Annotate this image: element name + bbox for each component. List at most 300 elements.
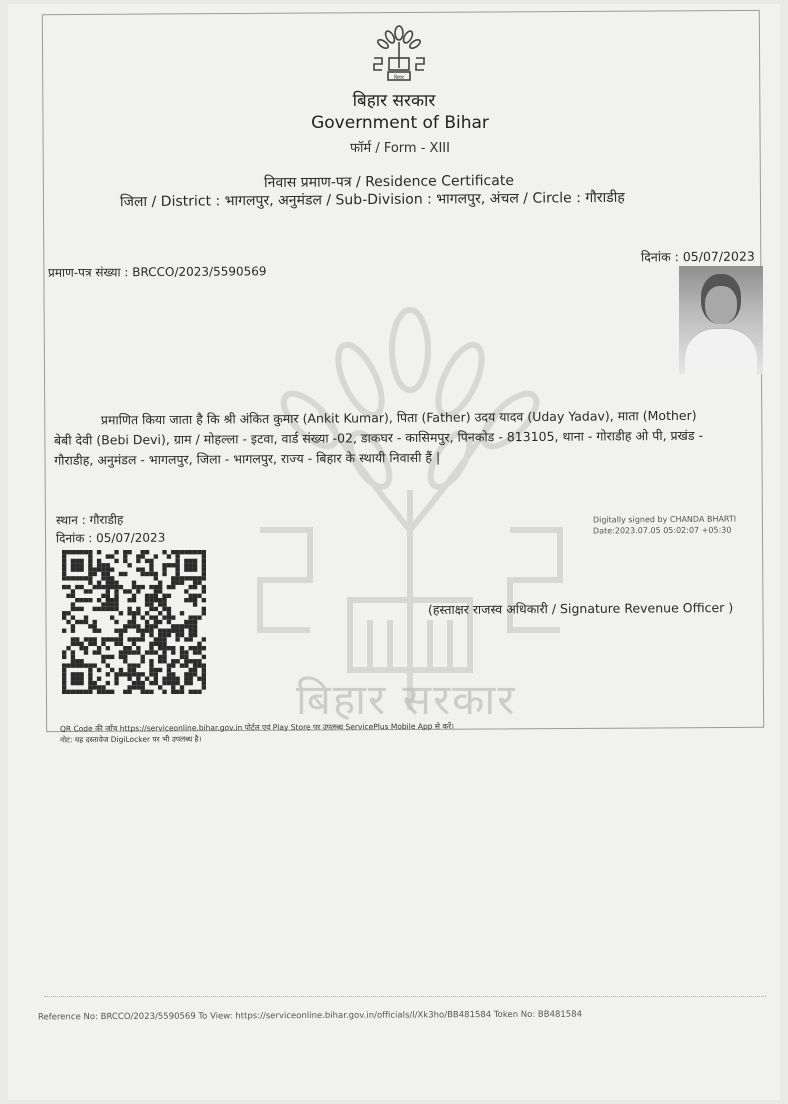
footer-divider [44,996,766,997]
qr-module [154,642,158,646]
qr-module [184,589,188,593]
qr-module [162,659,166,663]
qr-module [162,594,166,598]
qr-module [62,550,66,554]
qr-module [184,576,188,580]
qr-module [180,581,184,585]
body-line-3: गौराडीह, अनुमंडल - भागलपुर, जिला - भागलपुर, राज्य - बिहार के स्थायी निवासी हैं | [54,449,441,468]
qr-module [75,585,79,589]
qr-module [154,615,158,619]
qr-module [197,642,201,646]
qr-module [62,576,66,580]
qr-module [180,655,184,659]
qr-module [93,629,97,633]
qr-module [106,690,110,694]
qr-module [101,637,105,641]
qr-module [149,672,153,676]
qr-module [75,620,79,624]
qr-module [171,650,175,654]
qr-module [202,585,206,589]
qr-module [66,611,70,615]
qr-module [119,633,123,637]
qr-module [180,690,184,694]
qr-module [171,624,175,628]
qr-module [75,607,79,611]
qr-module [189,576,193,580]
qr-module [106,567,110,571]
qr-module [127,637,131,641]
qr-module [145,611,149,615]
qr-module [193,576,197,580]
qr-module [184,567,188,571]
qr-module [101,563,105,567]
qr-module [106,663,110,667]
qr-module [62,681,66,685]
qr-module [141,585,145,589]
qr-module [193,672,197,676]
qr-module [171,677,175,681]
qr-module [189,633,193,637]
qr-module [114,598,118,602]
qr-module [175,677,179,681]
qr-module [171,629,175,633]
qr-module [62,615,66,619]
qr-module [101,594,105,598]
qr-module [136,559,140,563]
qr-module [149,681,153,685]
qr-module [175,567,179,571]
qr-module [197,615,201,619]
qr-module [180,633,184,637]
qr-module [193,585,197,589]
qr-module [88,567,92,571]
qr-module [114,620,118,624]
qr-module [202,550,206,554]
qr-module [175,559,179,563]
qr-module [184,659,188,663]
qr-module [141,685,145,689]
qr-module [132,642,136,646]
qr-module [62,567,66,571]
qr-module [79,550,83,554]
qr-module [101,602,105,606]
qr-module [167,554,171,558]
qr-module [184,677,188,681]
qr-module [136,681,140,685]
qr-module [197,581,201,585]
qr-module [154,624,158,628]
qr-module [88,690,92,694]
qr-module [180,629,184,633]
qr-module [127,624,131,628]
qr-module [66,550,70,554]
certificate-title: निवास प्रमाण-पत्र / Residence Certificate [263,172,514,192]
qr-module [71,563,75,567]
qr-module [123,589,127,593]
qr-module [158,629,162,633]
qr-module [84,615,88,619]
qr-module [167,607,171,611]
qr-module [88,589,92,593]
qr-module [158,668,162,672]
qr-module [84,589,88,593]
qr-module [180,663,184,667]
qr-module [71,681,75,685]
qr-module [127,672,131,676]
qr-module [79,646,83,650]
qr-module [175,576,179,580]
qr-module [62,685,66,689]
qr-module [88,550,92,554]
qr-module [145,559,149,563]
reference-footer: Reference No: BRCCO/2023/5590569 To View: https://serviceonline.bihar.gov.in/officials/l/Xk3ho/BB481584 Token No: BB481584 [37,1009,583,1023]
qr-module [84,637,88,641]
qr-module [154,572,158,576]
qr-module [127,563,131,567]
qr-module [189,598,193,602]
qr-module [162,690,166,694]
qr-module [101,655,105,659]
qr-module [97,629,101,633]
qr-module [132,681,136,685]
qr-module [171,690,175,694]
qr-module [97,581,101,585]
qr-module [136,554,140,558]
qr-module [189,677,193,681]
qr-module [75,681,79,685]
qr-module [62,650,66,654]
watermark-text: बिहार सरकार [296,675,517,724]
qr-module [136,607,140,611]
qr-module [189,668,193,672]
qr-module [66,620,70,624]
qr-module [197,646,201,650]
qr-module [88,677,92,681]
qr-module [145,624,149,628]
qr-module [71,690,75,694]
qr-note-line-2: नोट: यह दस्तावेज DigiLocker पर भी उपलब्ध है। [60,734,202,745]
qr-module [88,642,92,646]
hindi-government-title: बिहार सरकार [352,91,436,111]
qr-module [132,615,136,619]
qr-module [114,550,118,554]
qr-module [88,559,92,563]
qr-module [149,607,153,611]
qr-module [79,585,83,589]
qr-module [193,620,197,624]
qr-module [123,650,127,654]
qr-module [88,563,92,567]
qr-module [158,620,162,624]
qr-module [136,567,140,571]
certificate-body [54,405,766,471]
qr-module [162,637,166,641]
qr-module [162,677,166,681]
qr-module [162,598,166,602]
qr-module [88,554,92,558]
qr-module [75,563,79,567]
qr-module [154,681,158,685]
qr-module [189,615,193,619]
qr-module [97,646,101,650]
qr-module [88,598,92,602]
qr-module [149,567,153,571]
qr-module [106,585,110,589]
qr-module [101,585,105,589]
qr-module [114,681,118,685]
qr-module [84,620,88,624]
qr-module [127,589,131,593]
qr-module [202,563,206,567]
qr-module [175,659,179,663]
qr-module [88,668,92,672]
qr-module [93,650,97,654]
qr-module [145,602,149,606]
qr-module [167,646,171,650]
qr-module [132,594,136,598]
qr-module [154,585,158,589]
body-line-1: प्रमाणित किया जाता है कि श्री अंकित कुमार (Ankit Kumar), पिता (Father) उदय यादव (Uday Yadav), माता (Mother) [100,407,697,428]
qr-module [119,629,123,633]
qr-module [62,563,66,567]
qr-module [141,633,145,637]
bihar-emblem-icon [370,24,428,82]
qr-module [97,559,101,563]
qr-module [193,550,197,554]
issue-date-top: दिनांक : 05/07/2023 [640,248,755,265]
qr-module [145,620,149,624]
qr-module [175,637,179,641]
qr-module [79,559,83,563]
emblem-label: बिहार [393,75,405,81]
qr-module [184,598,188,602]
qr-module [202,646,206,650]
qr-code[interactable] [62,550,206,694]
qr-module [149,572,153,576]
qr-module [167,611,171,615]
qr-module [62,655,66,659]
qr-module [71,589,75,593]
qr-module [110,576,114,580]
qr-verification-note [60,721,454,746]
qr-module [162,642,166,646]
qr-module [149,642,153,646]
qr-module [114,594,118,598]
qr-module [141,572,145,576]
qr-module [79,607,83,611]
qr-module [106,602,110,606]
qr-module [110,655,114,659]
qr-module [193,668,197,672]
qr-module [97,685,101,689]
qr-module [189,563,193,567]
qr-module [136,650,140,654]
qr-module [202,677,206,681]
qr-module [189,567,193,571]
qr-module [149,559,153,563]
qr-module [110,690,114,694]
qr-module [141,615,145,619]
qr-module [75,550,79,554]
qr-module [127,620,131,624]
qr-module [93,681,97,685]
qr-module [180,650,184,654]
qr-module [189,672,193,676]
qr-module [175,554,179,558]
qr-module [175,550,179,554]
qr-module [175,581,179,585]
qr-module [202,598,206,602]
qr-module [149,633,153,637]
qr-module [162,615,166,619]
qr-module [162,655,166,659]
qr-module [110,637,114,641]
qr-module [127,663,131,667]
qr-module [84,663,88,667]
qr-module [106,637,110,641]
qr-module [97,650,101,654]
qr-module [202,554,206,558]
qr-module [189,637,193,641]
qr-module [136,646,140,650]
qr-module [141,554,145,558]
qr-module [202,637,206,641]
qr-module [123,690,127,694]
qr-module [167,563,171,567]
qr-module [154,637,158,641]
qr-module [184,624,188,628]
qr-module [123,672,127,676]
qr-module [149,615,153,619]
qr-module [175,624,179,628]
qr-module [62,677,66,681]
qr-module [101,690,105,694]
qr-module [110,602,114,606]
qr-module [193,563,197,567]
qr-module [106,594,110,598]
qr-module [141,655,145,659]
qr-module [79,681,83,685]
qr-module [162,550,166,554]
qr-module [141,567,145,571]
qr-module [132,620,136,624]
qr-module [193,567,197,571]
qr-module [123,572,127,576]
qr-module [149,690,153,694]
qr-module [97,567,101,571]
qr-module [158,598,162,602]
qr-module [149,598,153,602]
qr-module [132,663,136,667]
qr-module [162,681,166,685]
qr-module [71,637,75,641]
qr-module [110,668,114,672]
qr-module [132,668,136,672]
qr-module [154,672,158,676]
qr-module [180,624,184,628]
digital-signature-signer: Digitally signed by CHANDA BHARTI [592,514,737,525]
qr-module [197,650,201,654]
qr-module [88,663,92,667]
qr-module [145,572,149,576]
qr-module [189,681,193,685]
qr-module [114,672,118,676]
digital-signature-date: Date:2023.07.05 05:02:07 +05:30 [593,525,732,536]
qr-module [75,576,79,580]
qr-module [75,567,79,571]
qr-module [175,572,179,576]
qr-module [158,659,162,663]
qr-module [158,589,162,593]
qr-module [184,672,188,676]
bodhi-tree-watermark-icon [250,290,570,730]
qr-module [175,629,179,633]
qr-module [93,607,97,611]
qr-module [114,637,118,641]
qr-module [71,677,75,681]
qr-module [75,642,79,646]
qr-module [71,594,75,598]
qr-module [119,572,123,576]
qr-module [127,677,131,681]
qr-module [93,637,97,641]
qr-module [180,550,184,554]
qr-module [79,663,83,667]
qr-module [119,642,123,646]
qr-module [62,559,66,563]
qr-module [75,598,79,602]
qr-module [149,602,153,606]
qr-module [106,646,110,650]
qr-module [110,607,114,611]
qr-module [119,650,123,654]
qr-module [184,550,188,554]
qr-module [114,629,118,633]
qr-module [136,624,140,628]
qr-module [79,690,83,694]
qr-module [66,690,70,694]
qr-module [158,646,162,650]
qr-module [162,629,166,633]
qr-module [167,672,171,676]
qr-module [158,637,162,641]
qr-module [62,554,66,558]
qr-module [119,668,123,672]
qr-module [158,581,162,585]
government-title: Government of Bihar [311,113,489,133]
qr-module [114,589,118,593]
qr-module [123,559,127,563]
qr-module [93,685,97,689]
qr-module [167,668,171,672]
qr-module [93,642,97,646]
qr-module [202,663,206,667]
qr-module [180,685,184,689]
qr-module [175,633,179,637]
qr-module [97,677,101,681]
qr-module [141,681,145,685]
qr-module [184,637,188,641]
qr-module [184,559,188,563]
qr-module [75,663,79,667]
qr-module [184,681,188,685]
qr-module [141,637,145,641]
qr-module [66,585,70,589]
qr-module [184,620,188,624]
qr-module [88,572,92,576]
qr-module [136,589,140,593]
qr-module [154,576,158,580]
